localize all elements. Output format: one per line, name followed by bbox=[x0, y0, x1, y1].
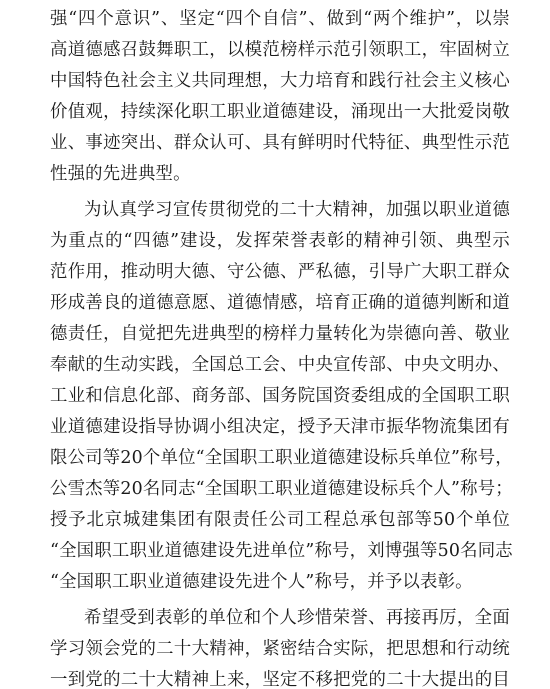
text-line: 奉献的生动实践，全国总工会、中央宣传部、中央文明办、 bbox=[50, 355, 510, 375]
text-line: “全国职工职业道德建设先进个人”称号，并予以表彰。 bbox=[50, 572, 473, 592]
text-line: 希望受到表彰的单位和个人珍惜荣誉、再接再厉，全面 bbox=[84, 608, 510, 628]
text-line: 高道德感召鼓舞职工，以模范榜样示范引领职工，牢固树立 bbox=[50, 40, 510, 60]
text-line: 公雪杰等20名同志“全国职工职业道德建设标兵个人”称号； bbox=[50, 479, 513, 499]
text-line: 德责任，自觉把先进典型的榜样力量转化为崇德向善、敬业 bbox=[50, 324, 510, 344]
text-line: “全国职工职业道德建设先进单位”称号，刘博强等50名同志 bbox=[50, 541, 513, 561]
text-line: 为认真学习宣传贯彻党的二十大精神，加强以职业道德 bbox=[84, 200, 510, 220]
text-line: 限公司等20个单位“全国职工职业道德建设标兵单位”称号， bbox=[50, 448, 513, 468]
text-line: 形成善良的道德意愿、道德情感，培育正确的道德判断和道 bbox=[50, 293, 510, 313]
text-line: 学习领会党的二十大精神，紧密结合实际，把思想和行动统 bbox=[50, 639, 510, 659]
text-line: 范作用，推动明大德、守公德、严私德，引导广大职工群众 bbox=[50, 262, 510, 282]
text-line: 一到党的二十大精神上来，坚定不移把党的二十大提出的目 bbox=[50, 670, 510, 689]
text-line: 授予北京城建集团有限责任公司工程总承包部等50个单位 bbox=[50, 510, 510, 530]
text-line: 强“四个意识”、坚定“四个自信”、做到“两个维护”，以崇 bbox=[50, 9, 510, 29]
text-line: 业、事迹突出、群众认可、具有鲜明时代特征、典型性示范 bbox=[50, 133, 510, 153]
text-line: 中国特色社会主义共同理想，大力培育和践行社会主义核心 bbox=[50, 71, 510, 91]
text-line: 性强的先进典型。 bbox=[50, 164, 191, 184]
text-line: 为重点的“四德”建设，发挥荣誉表彰的精神引领、典型示 bbox=[50, 231, 510, 251]
text-line: 业道德建设指导协调小组决定，授予天津市振华物流集团有 bbox=[50, 417, 510, 437]
text-line: 工业和信息化部、商务部、国务院国资委组成的全国职工职 bbox=[50, 386, 510, 406]
text-line: 价值观，持续深化职工职业道德建设，涌现出一大批爱岗敬 bbox=[50, 102, 510, 122]
